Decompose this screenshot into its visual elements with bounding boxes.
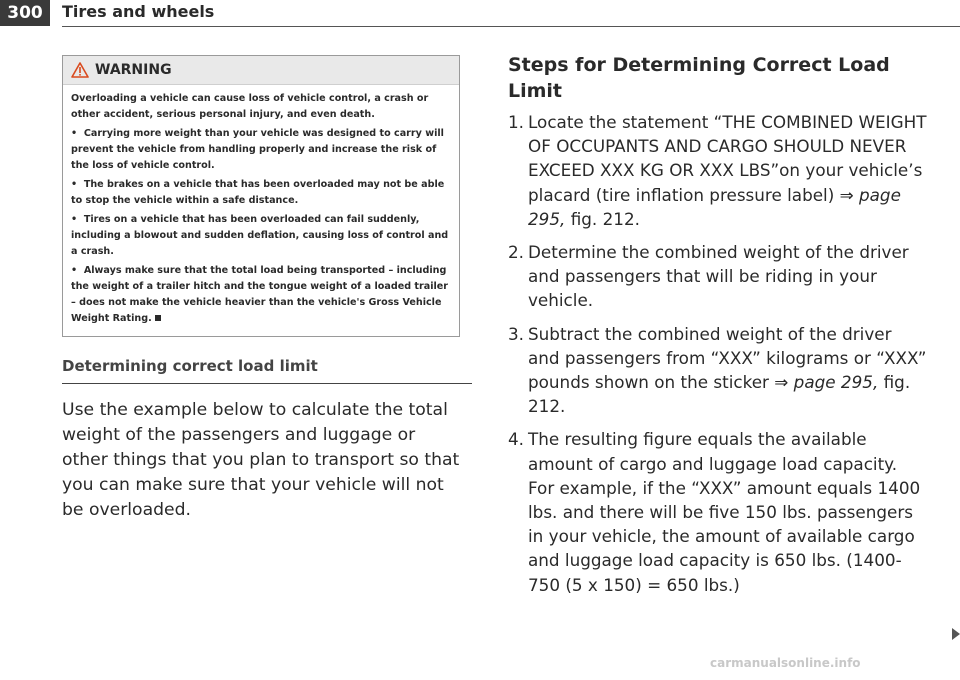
page-reference-link[interactable]: page 295, <box>528 184 901 229</box>
step-item: 4. The resulting figure equals the available amount of cargo and luggage load capacity. For example, if the “XXX” amount equals 1400 lbs. and there will be five 150 lbs. passengers in your vehicle, the amount of available cargo and luggage load capacity is 650 lbs. (1400-750 (5 x 150) = 650 lbs.) <box>508 429 921 595</box>
warning-body <box>63 85 459 336</box>
page-reference-link[interactable]: page 295, <box>788 372 879 393</box>
bullet-icon: • <box>71 179 84 190</box>
reference-arrow-icon: ⇒ <box>839 184 854 205</box>
section-title: Tires and wheels <box>62 2 215 21</box>
warning-bullet: • Carrying more weight than your vehicle was designed to carry will prevent the vehicle from handling properly and increase the risk of the loss of vehicle control. <box>71 128 444 171</box>
step-item: 1. Locate the statement “THE COMBINED WEIGHT OF OCCUPANTS AND CARGO SHOULD NEVER EXCEED XXX KG OR XXX LBS”on your vehicle’s placard (tire inflation pressure label) ⇒ page 295, fig. 212. <box>508 112 927 229</box>
steps-title: Steps for Determining Correct Load Limit <box>508 54 890 102</box>
page-number: 300 <box>0 0 50 26</box>
section-subheading: Determining correct load limit <box>62 357 472 384</box>
reference-arrow-icon: ⇒ <box>774 372 789 393</box>
warning-box <box>62 55 460 337</box>
warning-title: WARNING <box>95 62 172 78</box>
warning-header <box>63 56 459 85</box>
left-column <box>62 55 460 523</box>
steps-list <box>508 110 928 597</box>
page-header <box>0 0 960 30</box>
bullet-icon: • <box>71 265 84 276</box>
warning-intro: Overloading a vehicle can cause loss of vehicle control, a crash or other accident, serious personal injury, and even death. <box>71 93 429 120</box>
header-rule <box>62 26 960 27</box>
right-column <box>508 52 928 606</box>
watermark: carmanualsonline.info <box>710 656 861 670</box>
step-item: 3. Subtract the combined weight of the driver and passengers from “XXX” kilograms or “XXX” pounds shown on the sticker ⇒ page 295, fig. 212. <box>508 323 927 417</box>
warning-triangle-icon <box>71 62 89 78</box>
warning-bullet: • The brakes on a vehicle that has been overloaded may not be able to stop the vehicle within a safe distance. <box>71 179 445 206</box>
end-of-section-icon <box>155 315 161 321</box>
warning-bullet: • Always make sure that the total load being transported – including the weight of a trailer hitch and the tongue weight of a loaded trailer – does not make the vehicle heavier than the vehicle's Gross Vehicle Weight Rating. <box>71 265 449 324</box>
step-item: 2. Determine the combined weight of the driver and passengers that will be riding in your vehicle. <box>508 242 909 311</box>
bullet-icon: • <box>71 214 84 225</box>
warning-bullet: • Tires on a vehicle that has been overloaded can fail suddenly, including a blowout and sudden deflation, causing loss of control and a crash. <box>71 214 449 257</box>
continue-arrow-icon <box>952 628 960 640</box>
section-intro: Use the example below to calculate the total weight of the passengers and luggage or other things that you plan to transport so that you can make sure that your vehicle will not be overloaded. <box>62 400 460 520</box>
bullet-icon: • <box>71 128 84 139</box>
